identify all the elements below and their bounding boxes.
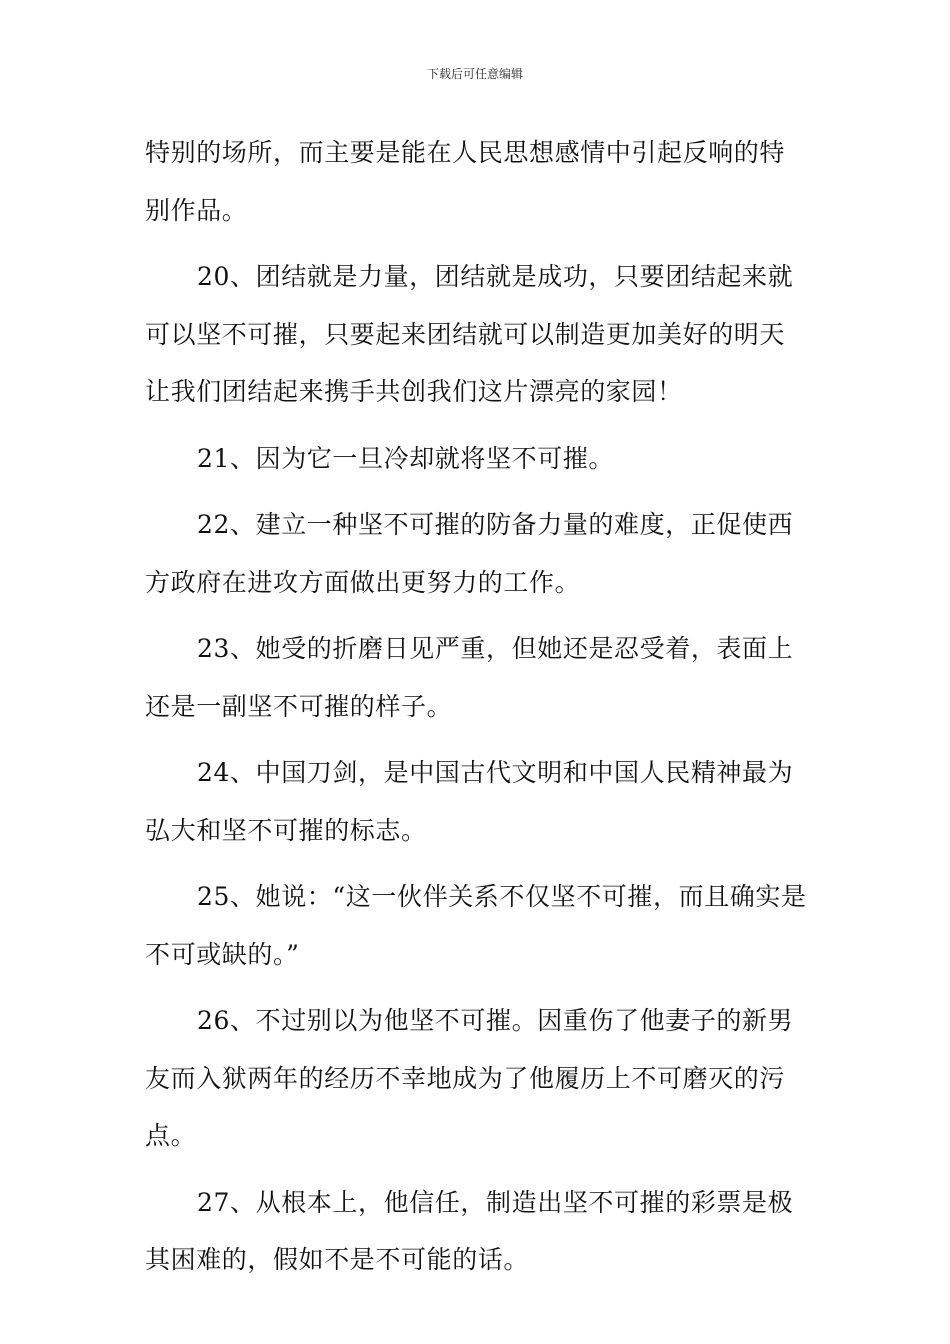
paragraph-item-20: 20、团结就是力量，团结就是成功，只要团结起来就可以坚不可摧，只要起来团结就可以制造更加美好的明天让我们团结起来携手共创我们这片漂亮的家园！ [145,262,794,406]
paragraph-item-22: 22、建立一种坚不可摧的防备力量的难度，正促使西方政府在进攻方面做出更努力的工作。 [145,510,794,597]
paragraph-continuation: 特别的场所，而主要是能在人民思想感情中引起反响的特别作品。 [145,138,786,225]
paragraph-item-25: 25、她说：“这一伙伴关系不仅坚不可摧，而且确实是不可或缺的。” [145,882,807,969]
paragraph-item-21: 21、因为它一旦冷却就将坚不可摧。 [197,443,615,473]
page-header: 下载后可任意编辑 [426,67,523,81]
paragraph-item-23: 23、她受的折磨日见严重，但她还是忍受着，表面上还是一副坚不可摧的样子。 [145,634,794,721]
document-body [145,124,810,1289]
paragraph-item-26: 26、不过别以为他坚不可摧。因重伤了他妻子的新男友而入狱两年的经历不幸地成为了他履历上不可磨灭的污点。 [145,1006,794,1150]
paragraph-item-27: 27、从根本上，他信任，制造出坚不可摧的彩票是极其困难的，假如不是不可能的话。 [145,1187,794,1274]
paragraph-item-24: 24、中国刀剑，是中国古代文明和中国人民精神最为弘大和坚不可摧的标志。 [145,758,794,845]
